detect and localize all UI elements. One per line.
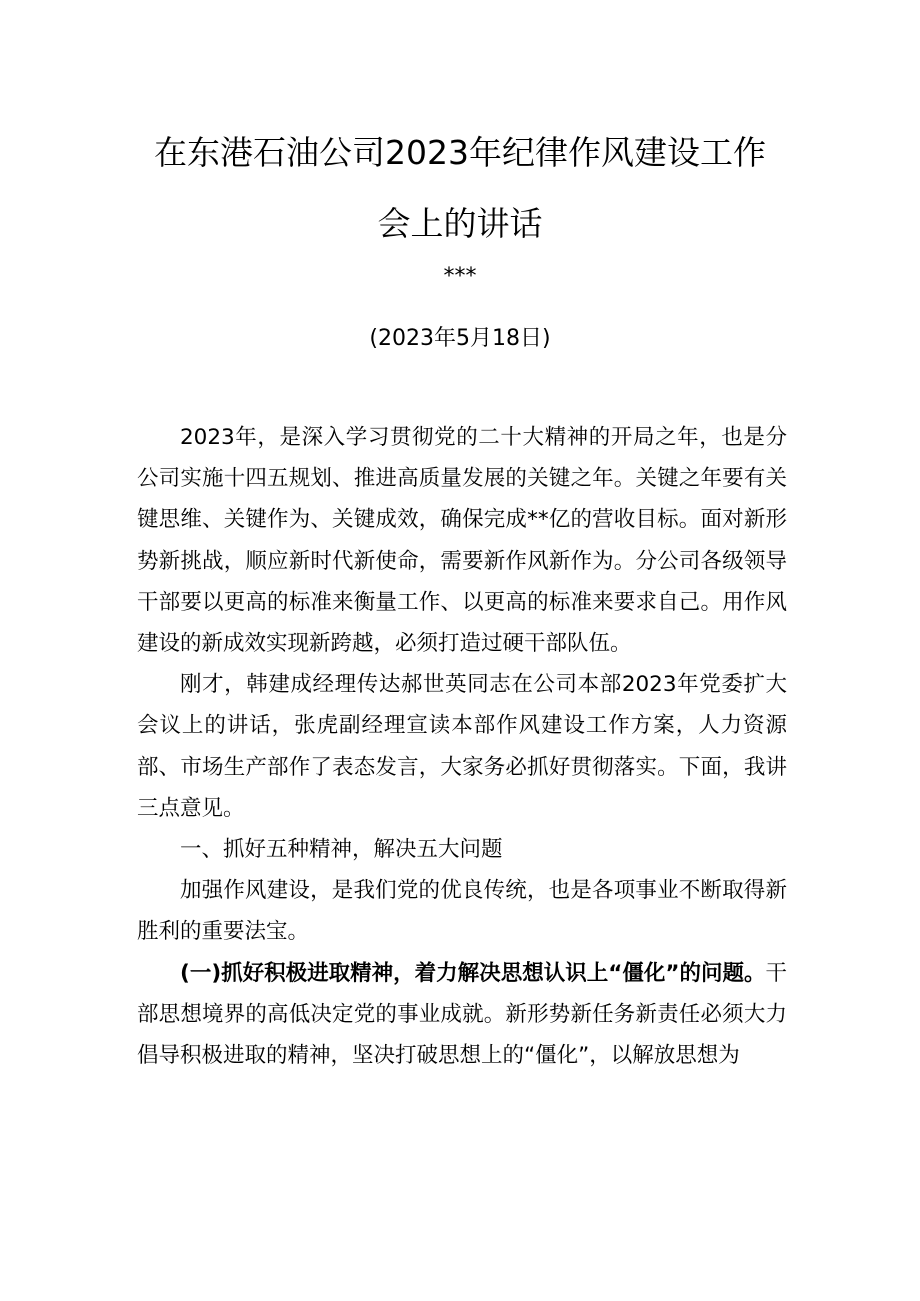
heading-part-one: 一、抓好五种精神，解决五大问题 [180, 837, 503, 863]
section-one-text: 干部思想境界的高低决定党的事业成就。新形势新任务新责任必须大力倡导积极进取的精神，坚决打破思想上的“僵化”，以解放思想为 [137, 960, 787, 1069]
paragraph-opening-remarks: 刚才，韩建成经理传达郝世英同志在公司本部2023年党委扩大会议上的讲话，张虎副经理宣读本部作风建设工作方案，人力资源部、市场生产部作了表态发言，大家务必抓好贯彻落实。下面，我讲三点意见。 [137, 672, 787, 821]
paragraph-intro: 2023年，是深入学习贯彻党的二十大精神的开局之年，也是分公司实施十四五规划、推进高质量发展的关键之年。关键之年要有关键思维、关键作为、关键成效，确保完成**亿的营收目标。面对新形势新挑战，顺应新时代新使命，需要新作风新作为。分公司各级领导干部要以更高的标准来衡量工作、以更高的标准来要求自己。用作风建设的新成效实现新跨越，必须打造过硬干部队伍。 [137, 425, 787, 657]
paragraph-work-style: 加强作风建设，是我们党的优良传统，也是各项事业不断取得新胜利的重要法宝。 [137, 878, 787, 945]
speech-date: (2023年5月18日) [369, 326, 551, 351]
document-body [137, 417, 787, 1076]
document-title-line-2: 会上的讲话 [377, 204, 543, 243]
section-one-heading: (一)抓好积极进取精神，着力解决思想认识上“僵化”的问题。 [180, 960, 766, 986]
document-title-line-1: 在东港石油公司2023年纪律作风建设工作 [154, 133, 766, 172]
section-one-paragraph [137, 953, 787, 1077]
author-placeholder: *** [443, 264, 477, 289]
